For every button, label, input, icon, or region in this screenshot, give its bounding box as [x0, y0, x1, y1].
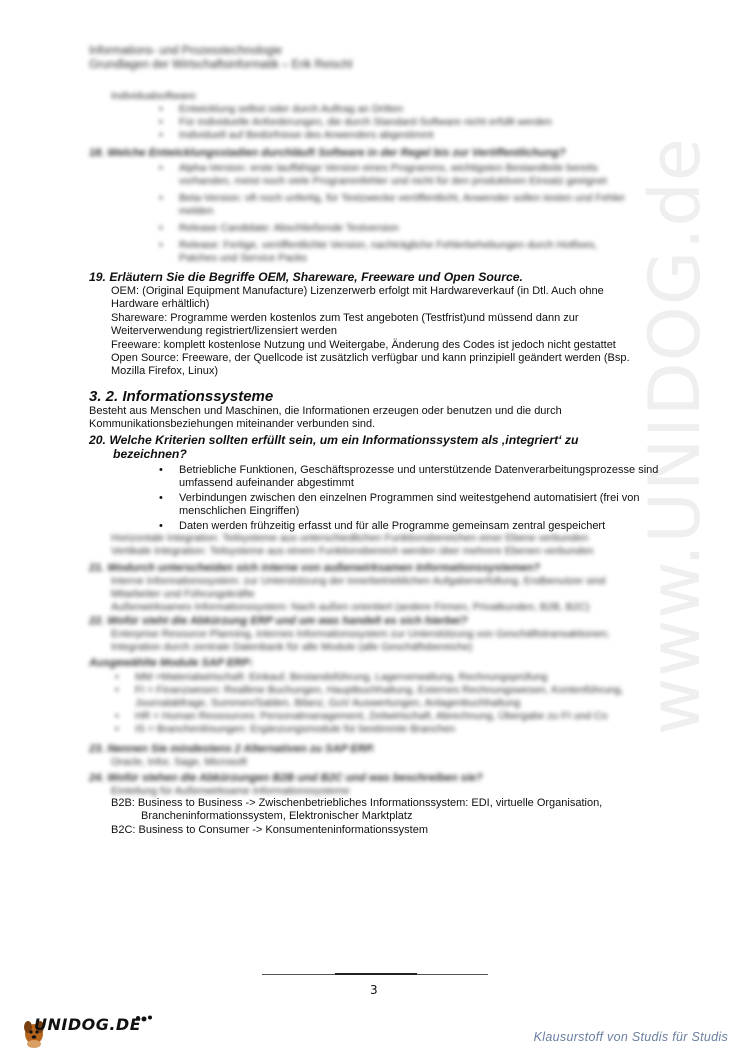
footer-divider-accent	[335, 973, 417, 975]
individualsoftware-intro: Individualsoftware:	[111, 90, 198, 102]
list-item: • Betriebliche Funktionen, Geschäftsprozesse und unterstützende Datenverarbeitungsprozesse sind umfassend aufeinander abgestimmt	[155, 464, 660, 491]
q20-vertical: Vertikale Integration: Teilsysteme aus einem Funktionsbereich werden über mehrere Ebenen verbunden	[111, 545, 594, 557]
page-number: 3	[370, 983, 378, 997]
list-item: • Daten werden frühzeitig erfasst und für alle Programme gemeinsam zentral gespeichert	[155, 520, 660, 533]
b2c-line: B2C: Business to Consumer -> Konsumenteninformationssystem	[111, 823, 429, 836]
individualsoftware-block	[111, 90, 651, 142]
list-item: • Release: Fertige, veröffentlichte Version, nachträgliche Fehlerbehebungen durch Hotfixes, Patches und Service Packs	[155, 239, 635, 265]
watermark: www.UNIDOG.de	[634, 137, 716, 735]
q19-oem: OEM: (Original Equipment Manufacture) Lizenzerwerb erfolgt mit Hardwareverkauf (in Dtl. Auch ohne Hardware erhältlich)	[111, 285, 604, 311]
logo-text: UNIDOG.DE	[34, 1015, 142, 1034]
q19-shareware: Shareware: Programme werden kostenlos zum Test angeboten (Testfrist)und müssend dann zur Weiterverwendung registriert/lizensiert werden	[111, 311, 579, 338]
list-item: • Entwicklung selbst oder durch Auftrag an Dritten	[155, 103, 651, 116]
list-item: • Release Candidate: Abschließende Testversion	[155, 222, 635, 235]
list-item: • HR = Human Ressources: Personalmanagement, Zeitwirtschaft, Abrechnung, Übergabe zu FI und Co	[111, 710, 651, 723]
q20-integration-notes	[111, 532, 671, 558]
q21-line-1: Interne Informationssystem: zur Unterstützung der innerbetrieblichen Aufgabenerfüllung, Endbenutzer sind Mitarbeiter und Führungskräfte	[111, 575, 606, 600]
q20-heading-line-1: 20. Welche Kriterien sollten erfüllt sein, um ein Informationssystem als ‚integriert‘ zu	[89, 433, 579, 447]
q22-heading: 22. Wofür steht die Abkürzung ERP und um was handelt es sich hierbei?	[89, 615, 468, 627]
list-item: • Alpha-Version: erste lauffähige Version eines Programms, wichtigsten Bestandteile bereits vorhanden, meist noch viele Programmfehler und nicht für den produktiven Einsatz geeignet	[155, 162, 635, 188]
q18-heading: 18. Welche Entwicklungsstadien durchläuft Software in der Regel bis zur Veröffentlichung?	[89, 147, 566, 159]
document-header	[89, 44, 352, 72]
q23-answer: Oracle, Infor, Sage, Microsoft	[111, 756, 247, 768]
section-heading: 3. 2. Informationssysteme	[89, 388, 274, 405]
q21-line-2: Außenwirksames Informationssystem: Nach außen orientiert (andere Firmen, Privatkunden, B2B, B2C)	[111, 601, 590, 613]
q21-answer	[111, 575, 631, 614]
q19-open-source: Open Source: Freeware, der Quellcode ist zusätzlich verfügbar und kann prinzipiell geändert werden (Bsp. Mozilla Firefox, Linux)	[111, 352, 630, 378]
b2b-line-1: B2B: Business to Business -> Zwischenbetriebliches Informationssystem: EDI, virtuelle Organisation,	[111, 797, 603, 809]
q22-answer: Enterprise Resource Planning, internes Informationssystem zur Unterstützung von Geschäftstransaktionen; Integration durch zentrale Datenbank für alle Module (alle Geschäftsbereiche)	[111, 628, 610, 653]
list-item: • MM =Materialwirtschaft: Einkauf, Bestandsführung, Lagerverwaltung, Rechnungsprüfung	[111, 671, 651, 684]
individualsoftware-list	[155, 103, 651, 142]
list-item: • FI = Finanzwesen: Reallime Buchungen, Hauptbuchhaltung, Externes Rechnungswesen, Kontenführung, Journalabfrage, Summen/Salden, Bilanz, GuV Auswertungen, Anlagenbuchhaltung	[111, 684, 651, 710]
q24-heading: 24. Wofür stehen die Abkürzungen B2B und B2C und was beschreiben sie?	[89, 772, 483, 784]
sap-modules-list	[111, 671, 651, 736]
list-item: • IS = Branchenlösungen: Ergänzungsmodule für bestimmte Branchen	[111, 723, 651, 736]
header-line-1: Informations- und Prozesstechnologie	[89, 45, 283, 57]
list-item: • Beta-Version: oft noch unfertig, für Testzwecke veröffentlicht, Anwender sollen testen und Fehler melden	[155, 192, 635, 218]
section-intro: Besteht aus Menschen und Maschinen, die Informationen erzeugen oder benutzen und die durch Kommunikationsbeziehungen miteinander verbunden sind.	[89, 405, 562, 431]
b2b-line-2: Brancheninformationssystem, Elektronischer Marktplatz	[141, 810, 413, 823]
q20-heading-line-2: bezeichnen?	[113, 447, 187, 461]
q19-answer	[111, 285, 651, 379]
q20-heading	[89, 433, 689, 461]
header-line-2: Grundlagen der Wirtschaftsinformatik – Erik Reischl	[89, 59, 353, 71]
q23-heading: 23. Nennen Sie mindestens 2 Alternativen zu SAP ERP.	[89, 743, 375, 755]
q19-heading: 19. Erläutern Sie die Begriffe OEM, Shareware, Freeware und Open Source.	[89, 270, 523, 284]
footer-tagline: Klausurstoff von Studis für Studis	[533, 1030, 728, 1044]
q20-list	[155, 464, 660, 533]
list-item: • Verbindungen zwischen den einzelnen Programmen sind weitestgehend automatisiert (frei von menschlichen Eingriffen)	[155, 492, 660, 519]
list-item: • Individuell auf Bedürfnisse des Anwenders abgestimmt	[155, 129, 651, 142]
sap-modules-heading: Ausgewählte Module SAP ERP:	[89, 657, 254, 669]
q18-list	[155, 162, 635, 265]
q24-intro: Einteilung für Außenwirksame Informationssysteme	[111, 785, 350, 797]
q19-freeware: Freeware: komplett kostenlose Nutzung und Weitergabe, Änderung des Codes ist jedoch nicht gestattet	[111, 338, 616, 351]
q21-heading: 21. Wodurch unterscheiden sich interne von außenwirksamen Informationssystemen?	[89, 562, 540, 574]
q24-answers	[111, 797, 671, 837]
q20-horizontal: Horizontale Integration: Teilsysteme aus unterschiedlichen Funktionsbereichen einer Ebene verbunden	[111, 532, 589, 544]
list-item: • Für individuelle Anforderungen, die durch Standard-Software nicht erfüllt werden	[155, 116, 651, 129]
